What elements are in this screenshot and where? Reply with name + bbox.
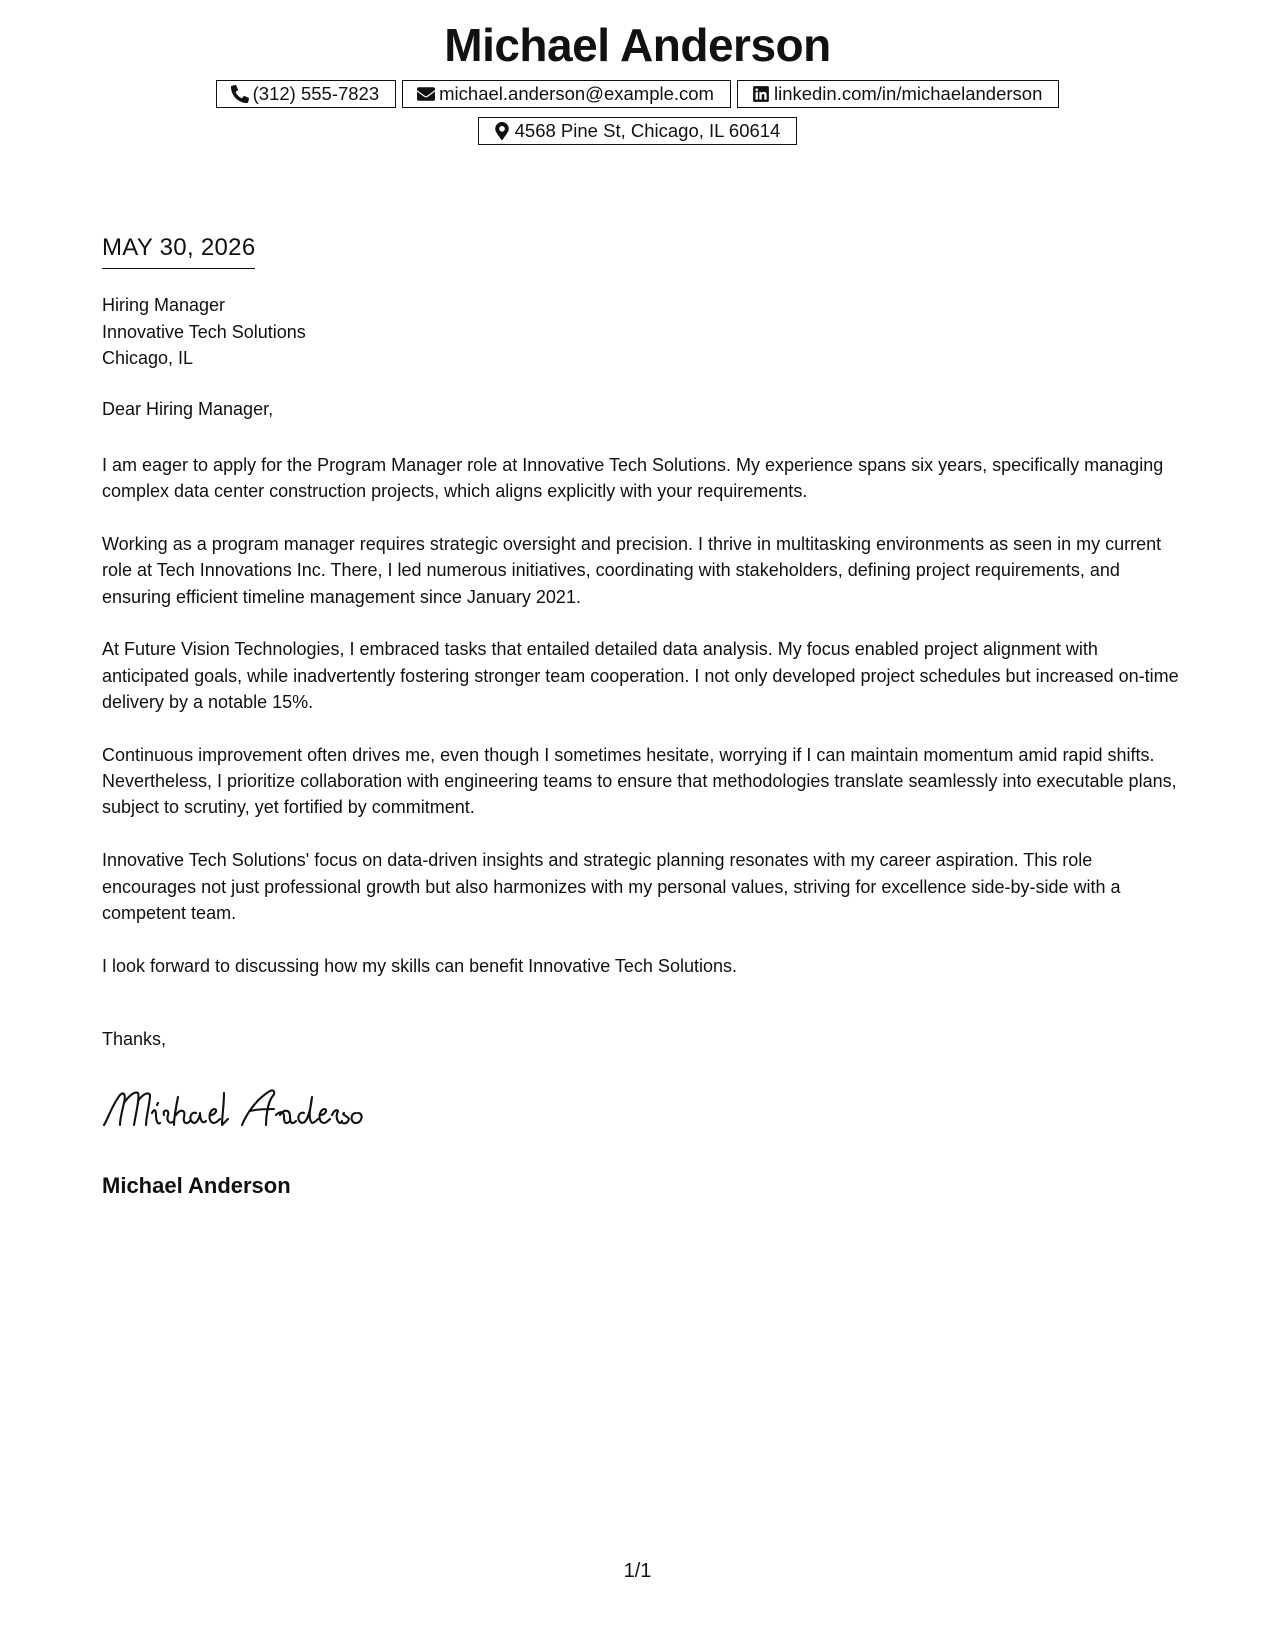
body-paragraph: Working as a program manager requires strategic oversight and precision. I thrive in multitasking environments as seen in my current role at Tech Innovations Inc. There, I led numerous initiatives, coordinating with stakeholders, defining project requirements, and ensuring efficient timeline management since January 2021. [102,534,1162,607]
phone-icon [231,85,249,103]
signer-name: Michael Anderson [102,1173,291,1198]
recipient-title: Hiring Manager [102,295,226,315]
salutation: Dear Hiring Manager, [102,399,274,419]
recipient-block [102,292,306,372]
contact-row-address [0,117,1275,145]
linkedin-text: linkedin.com/in/michaelanderson [773,83,1043,104]
handwritten-signature [100,1085,370,1133]
body-paragraph: I am eager to apply for the Program Manager role at Innovative Tech Solutions. My experience spans six years, specifically managing complex data center construction projects, which aligns explicitly with your requirements. [102,455,1164,502]
page-number: 1/1 [623,1560,652,1582]
address-chip [478,117,798,145]
email-text: michael.anderson@example.com [439,83,714,104]
letter-body [102,452,1187,1005]
letter-date: MAY 30, 2026 [102,234,255,269]
map-marker-icon [493,122,511,140]
phone-text: (312) 555-7823 [252,83,380,104]
envelope-icon [417,85,435,103]
recipient-location: Chicago, IL [102,348,194,368]
closing-phrase: Thanks, [102,1029,167,1049]
linkedin-icon [752,85,770,103]
body-paragraph: Continuous improvement often drives me, even though I sometimes hesitate, worrying if I can maintain momentum amid rapid shifts. Nevertheless, I prioritize collaboration with engineering teams to ensure that methodologies translate seamlessly into executable plans, subject to scrutiny, yet fortified by commitment. [102,744,1177,818]
phone-chip [216,80,397,108]
contact-row [0,80,1275,108]
address-text: 4568 Pine St, Chicago, IL 60614 [514,120,781,141]
body-paragraph: Innovative Tech Solutions' focus on data-driven insights and strategic planning resonates with my career aspiration. This role encourages not just professional growth but also harmonizes with my personal values, striving for excellence side-by-side with a competent team. [102,850,1121,923]
email-chip[interactable] [402,80,731,108]
recipient-company: Innovative Tech Solutions [102,321,306,342]
body-paragraph: At Future Vision Technologies, I embraced tasks that entailed detailed data analysis. My focus enabled project alignment with anticipated goals, while inadvertently fostering stronger team cooperation. I not only developed project schedules but increased on-time delivery by a notable 15%. [102,639,1179,713]
applicant-name-heading: Michael Anderson [444,19,831,71]
linkedin-chip[interactable] [737,80,1059,108]
body-paragraph: I look forward to discussing how my skills can benefit Innovative Tech Solutions. [102,955,737,976]
